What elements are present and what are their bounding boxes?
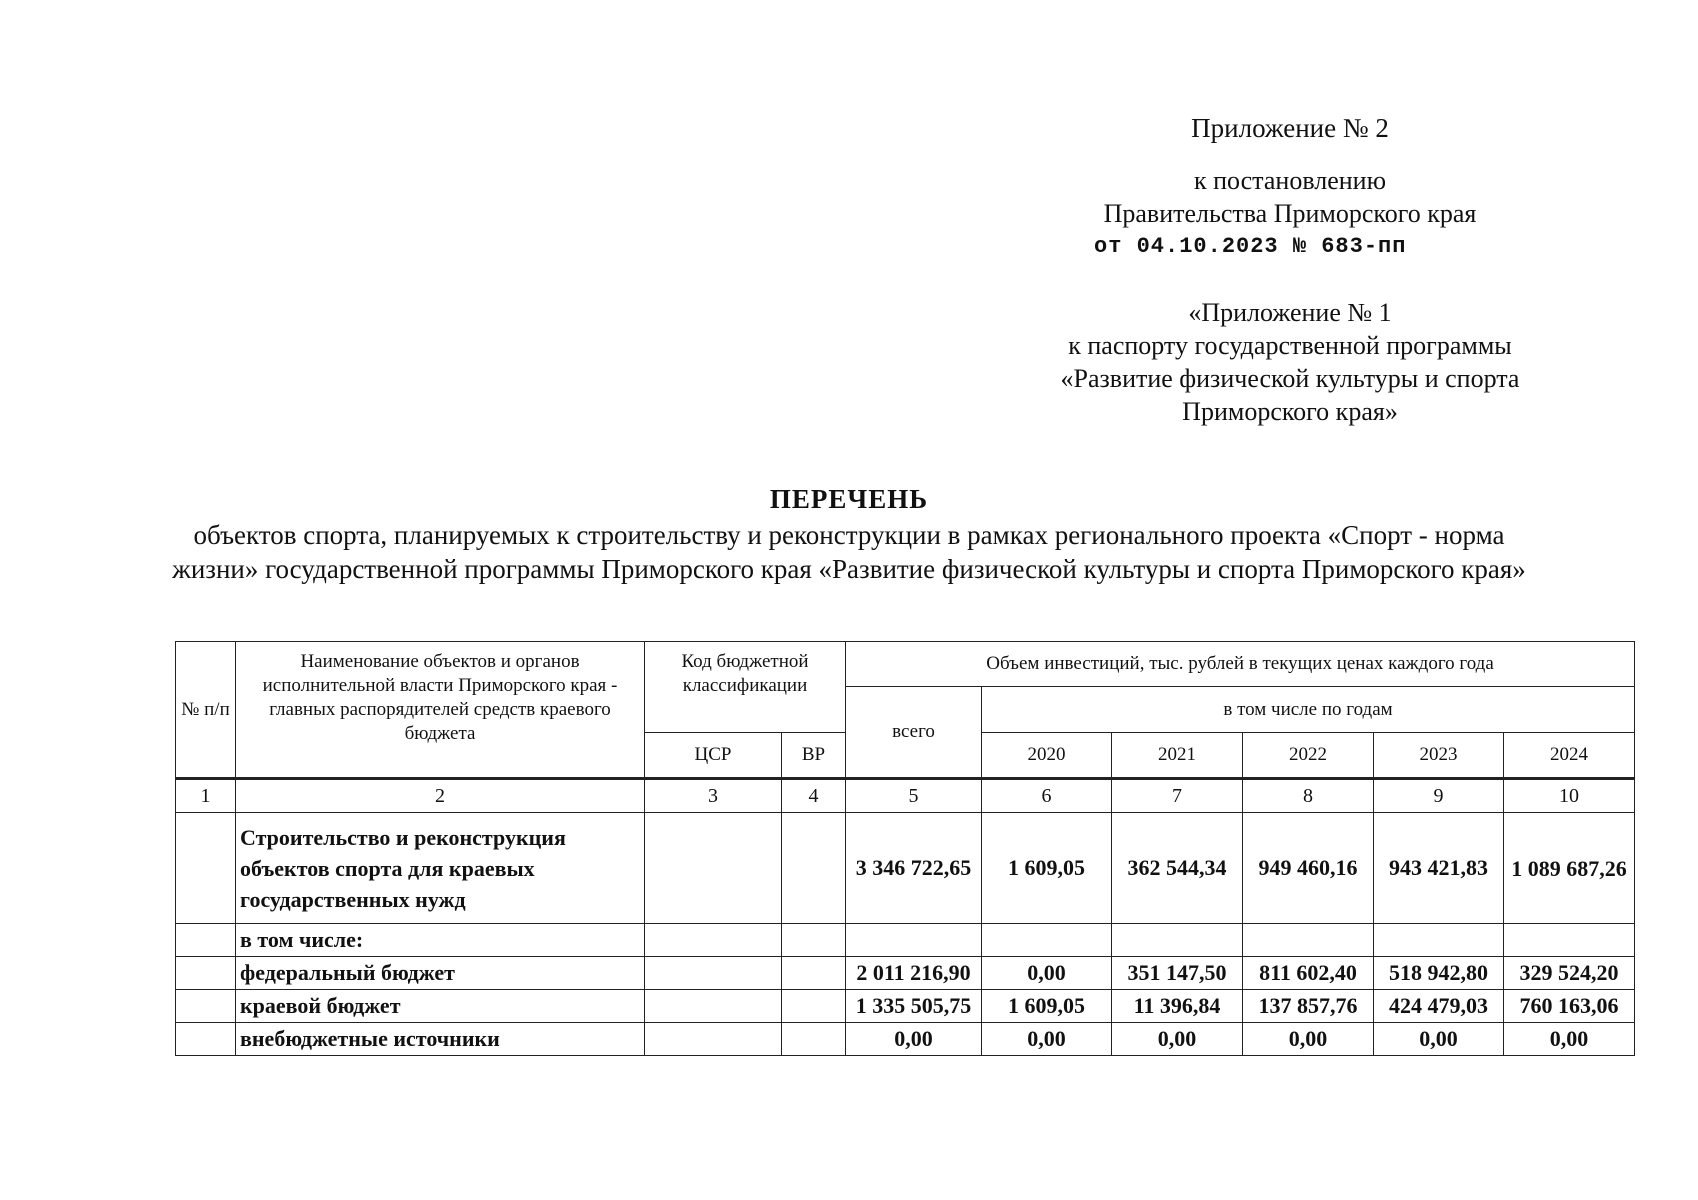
row-total: 2 011 216,90 (846, 957, 982, 990)
row-2020 (982, 924, 1112, 957)
col-number: 9 (1374, 779, 1504, 813)
row-vr (782, 813, 846, 924)
row-vr (782, 924, 846, 957)
resolution-reference (1040, 164, 1540, 230)
row-2023: 424 479,03 (1374, 990, 1504, 1023)
row-2024: 760 163,06 (1504, 990, 1635, 1023)
col-number: 7 (1112, 779, 1243, 813)
row-csr (645, 1023, 782, 1056)
document-heading: ПЕРЕЧЕНЬ (769, 484, 929, 514)
header-by-years: в том числе по годам (982, 687, 1635, 733)
row-num (176, 990, 236, 1023)
row-2021: 11 396,84 (1112, 990, 1243, 1023)
row-csr (645, 957, 782, 990)
table-row (176, 1023, 1635, 1056)
to-resolution-text: к постановлению (1193, 166, 1387, 195)
program-name-line1: «Развитие физической культуры и спорта (1060, 364, 1520, 393)
row-2023 (1374, 924, 1504, 957)
row-2021: 362 544,34 (1112, 813, 1243, 924)
header-name: Наименование объектов и органов исполнительной власти Приморского края - главных распорядителей средств краевого бюджета (236, 642, 645, 779)
row-2024 (1504, 924, 1635, 957)
row-total: 3 346 722,65 (846, 813, 982, 924)
row-csr (645, 990, 782, 1023)
header-year-2023: 2023 (1374, 733, 1504, 779)
document-subtitle (0, 518, 1698, 586)
row-2021: 351 147,50 (1112, 957, 1243, 990)
row-vr (782, 990, 846, 1023)
header-total: всего (846, 687, 982, 779)
quote-appendix-text: «Приложение № 1 (1188, 298, 1392, 327)
col-number: 5 (846, 779, 982, 813)
header-num: № п/п (176, 642, 236, 779)
table-row (176, 813, 1635, 924)
header-year-2024: 2024 (1504, 733, 1635, 779)
row-name: Строительство и реконструкция объектов спорта для краевых государственных нужд (236, 813, 645, 924)
government-text: Правительства Приморского края (1103, 199, 1477, 228)
row-vr (782, 957, 846, 990)
row-num (176, 924, 236, 957)
subtitle-line1: объектов спорта, планируемых к строительству и реконструкции в рамках регионального проекта «Спорт - норма (193, 520, 1505, 550)
row-name: в том числе: (236, 924, 645, 957)
passport-reference (990, 296, 1590, 428)
header-year-2022: 2022 (1243, 733, 1374, 779)
row-2023: 943 421,83 (1374, 813, 1504, 924)
col-number: 4 (782, 779, 846, 813)
row-2024: 1 089 687,26 (1504, 813, 1635, 924)
row-num (176, 957, 236, 990)
row-2023: 518 942,80 (1374, 957, 1504, 990)
col-number: 3 (645, 779, 782, 813)
row-total: 0,00 (846, 1023, 982, 1056)
row-name: краевой бюджет (236, 990, 645, 1023)
row-2022 (1243, 924, 1374, 957)
program-name-line2: Приморского края» (1182, 397, 1398, 426)
row-total: 1 335 505,75 (846, 990, 982, 1023)
row-2022: 137 857,76 (1243, 990, 1374, 1023)
row-total (846, 924, 982, 957)
to-passport-text: к паспорту государственной программы (1068, 331, 1512, 360)
row-2020: 1 609,05 (982, 990, 1112, 1023)
row-2020: 1 609,05 (982, 813, 1112, 924)
header-csr: ЦСР (645, 733, 782, 779)
row-2023: 0,00 (1374, 1023, 1504, 1056)
table-row (176, 957, 1635, 990)
row-name: федеральный бюджет (236, 957, 645, 990)
row-name: внебюджетные источники (236, 1023, 645, 1056)
row-num (176, 1023, 236, 1056)
row-csr (645, 924, 782, 957)
header-investment: Объем инвестиций, тыс. рублей в текущих ценах каждого года (846, 642, 1635, 687)
header-year-2020: 2020 (982, 733, 1112, 779)
resolution-date-number: от 04.10.2023 № 683-пп (1094, 234, 1407, 259)
row-2020: 0,00 (982, 1023, 1112, 1056)
row-vr (782, 1023, 846, 1056)
col-number: 1 (176, 779, 236, 813)
table-row (176, 924, 1635, 957)
appendix-number: Приложение № 2 (1191, 113, 1389, 143)
row-2022: 0,00 (1243, 1023, 1374, 1056)
row-2021: 0,00 (1112, 1023, 1243, 1056)
row-2020: 0,00 (982, 957, 1112, 990)
appendix-header (1060, 112, 1520, 145)
subtitle-line2: жизни» государственной программы Приморского края «Развитие физической культуры и спорта Приморского края» (172, 554, 1526, 584)
row-2022: 811 602,40 (1243, 957, 1374, 990)
row-2022: 949 460,16 (1243, 813, 1374, 924)
row-num (176, 813, 236, 924)
col-number: 2 (236, 779, 645, 813)
row-2024: 0,00 (1504, 1023, 1635, 1056)
column-number-row (176, 779, 1635, 813)
sport-objects-table (175, 641, 1635, 1056)
col-number: 8 (1243, 779, 1374, 813)
col-number: 10 (1504, 779, 1635, 813)
table-row (176, 990, 1635, 1023)
row-csr (645, 813, 782, 924)
row-2021 (1112, 924, 1243, 957)
row-2024: 329 524,20 (1504, 957, 1635, 990)
header-vr: ВР (782, 733, 846, 779)
col-number: 6 (982, 779, 1112, 813)
header-year-2021: 2021 (1112, 733, 1243, 779)
header-budget-code: Код бюджетной классификации (645, 642, 846, 733)
